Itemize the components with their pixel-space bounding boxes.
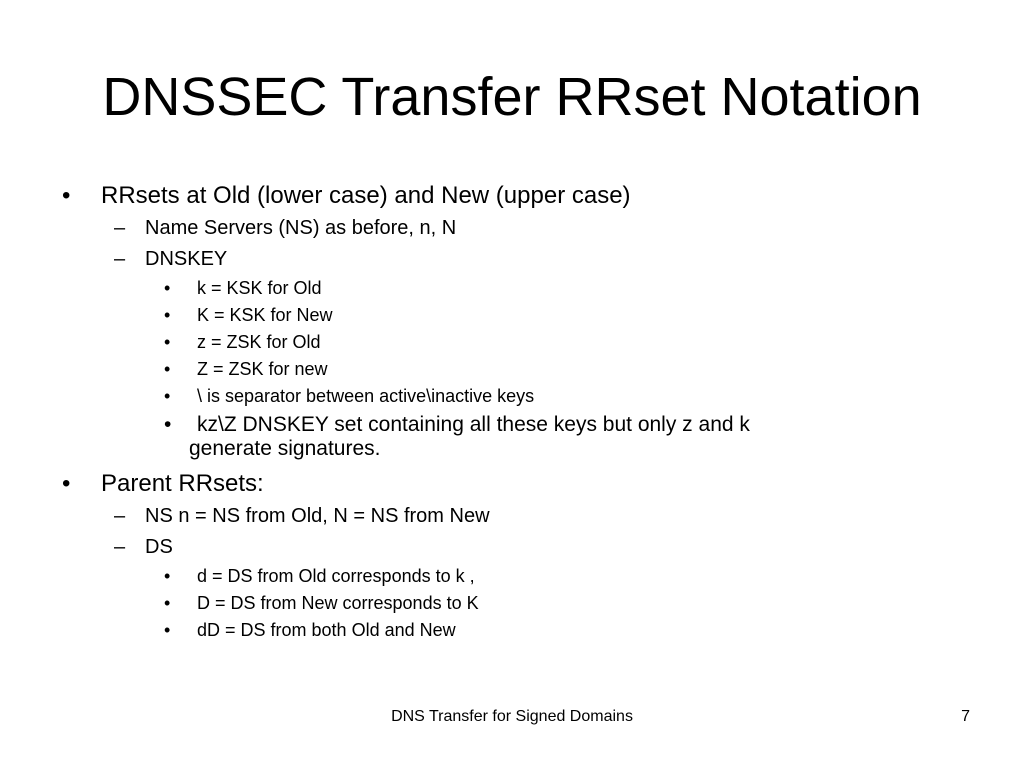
list-item-continuation: generate signatures. bbox=[189, 437, 381, 460]
list-item-text: Name Servers (NS) as before, n, N bbox=[145, 217, 457, 239]
list-item-text: Parent RRsets: bbox=[101, 470, 264, 497]
bullet-dot-icon: • bbox=[164, 620, 171, 640]
bullet-dot-icon: • bbox=[164, 386, 171, 406]
bullet-dash-icon: – bbox=[114, 536, 126, 558]
list-item-text: DNSKEY bbox=[145, 248, 228, 270]
bullet-dash-icon: – bbox=[114, 505, 126, 527]
bullet-dot-icon: • bbox=[164, 413, 172, 436]
bullet-dot-icon: • bbox=[62, 470, 71, 497]
list-item-text: kz\Z DNSKEY set containing all these keys but only z and k bbox=[197, 413, 750, 436]
bullet-dot-icon: • bbox=[164, 566, 171, 586]
list-item-text: RRsets at Old (lower case) and New (upper case) bbox=[101, 182, 631, 209]
bullet-dot-icon: • bbox=[62, 182, 71, 209]
list-item-text: D = DS from New corresponds to K bbox=[197, 593, 479, 613]
list-item-text: d = DS from Old corresponds to k , bbox=[197, 566, 475, 586]
list-item-text: Z = ZSK for new bbox=[197, 359, 328, 379]
bullet-dot-icon: • bbox=[164, 305, 171, 325]
bullet-dot-icon: • bbox=[164, 278, 171, 298]
slide-footer: DNS Transfer for Signed Domains bbox=[391, 708, 633, 725]
list-item-text: K = KSK for New bbox=[197, 305, 333, 325]
bullet-dot-icon: • bbox=[164, 332, 171, 352]
page-number: 7 bbox=[961, 708, 970, 725]
bullet-dash-icon: – bbox=[114, 217, 126, 239]
slide-title: DNSSEC Transfer RRset Notation bbox=[102, 67, 922, 127]
list-item-text: dD = DS from both Old and New bbox=[197, 620, 456, 640]
bullet-dash-icon: – bbox=[114, 248, 126, 270]
list-item-text: NS n = NS from Old, N = NS from New bbox=[145, 505, 490, 527]
bullet-dot-icon: • bbox=[164, 359, 171, 379]
list-item-text: k = KSK for Old bbox=[197, 278, 322, 298]
bullet-dot-icon: • bbox=[164, 593, 171, 613]
list-item-text: DS bbox=[145, 536, 173, 558]
list-item-text: \ is separator between active\inactive keys bbox=[197, 386, 535, 406]
list-item-text: z = ZSK for Old bbox=[197, 332, 321, 352]
